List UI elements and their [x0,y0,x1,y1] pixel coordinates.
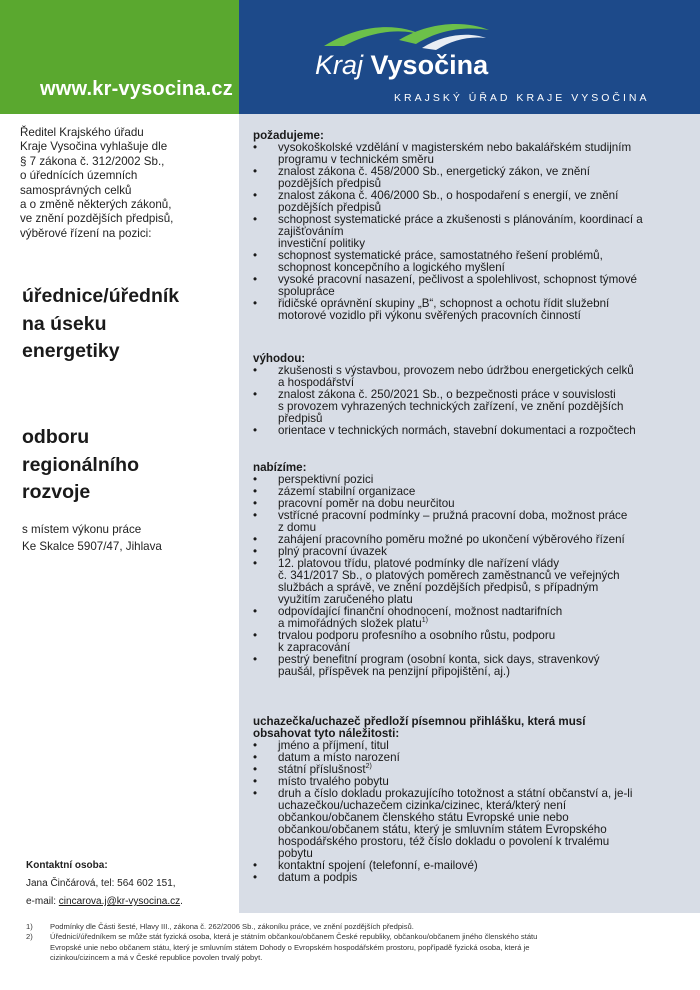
footnote-line: Úřednicí/úředníkem se může stát fyzická osoba, která je státním občankou/občanem České republiky, občankou/občanem jiného členského státu [50,932,538,942]
list-item [253,872,691,884]
intro-line: ve znění pozdějších předpisů, [20,212,174,226]
section-title-line: obsahovat tyto náležitosti: [253,727,400,740]
list-item [253,166,691,190]
list-item [253,274,691,298]
list-item-line: z domu [278,521,317,534]
intro-line: samosprávných celků [20,183,132,197]
list-item-line: občankou/občanem státu, který je smluvním státem Evropského [278,823,607,836]
list-item [253,425,691,437]
list-item-line: občankou/občanem členského státu Evropské unie nebo [278,811,569,824]
list-item-line: a hospodářství [278,376,355,389]
footnote [26,932,686,963]
footnote-number: 2) [26,932,33,942]
list-item [253,250,691,274]
department-title [22,424,237,507]
list-item-line: programu v technickém směru [278,153,434,166]
intro-line: § 7 zákona č. 312/2002 Sb., [20,154,165,168]
position-line: energetiky [22,340,120,362]
list-item-line: pozdějších předpisů [278,201,382,214]
intro-line: o úřednících územních [20,169,138,183]
intro-text [20,126,235,241]
section-application [253,716,691,884]
list-item-line: • státní příslušnost$^{2)}$ [278,763,372,776]
list-item [253,214,691,250]
logo-subtitle: KRAJSKÝ ÚŘAD KRAJE VYSOČINA [394,92,650,104]
list-item [253,298,691,322]
list-item-line: schopnost koncepčního a logického myšlení [278,261,505,274]
list-item-line: předpisů [278,412,323,425]
list-item-line: službách a správě, ve znění pozdějších předpisů, s případným [278,581,599,594]
section-title [253,716,691,740]
list-item [253,606,691,630]
footnote-ref: 2) [365,763,372,771]
list-item-line: uchazečkou/uchazečem cizinka/cizinec, která/který není [278,799,567,812]
list-item-line: • znalost zákona č. 250/2021 Sb., o bezpečnosti práce v souvislosti [278,388,616,401]
list-item-line: • místo trvalého pobytu [278,775,389,788]
logo-kraj: Kraj [315,50,364,80]
list-item-line: • orientace v technických normách, stavební dokumentaci a rozpočtech [278,424,636,437]
offer-list [253,474,691,678]
section-title-line: uchazečka/uchazeč předloží písemnou přihlášku, která musí [253,715,586,728]
list-item-line: • vysokoškolské vzdělání v magisterském nebo bakalářském studijním [278,141,632,154]
list-item-line: • řidičské oprávnění skupiny „B“, schopnost a ochotu řídit služební [278,297,610,310]
list-item-line: č. 341/2017 Sb., o platových poměrech zaměstnanců ve veřejných [278,569,620,582]
advantage-list [253,365,691,437]
section-title: výhodou: [253,352,306,365]
department-line: regionálního [22,453,139,476]
list-item [253,510,691,534]
position-title [22,283,237,366]
footnote-line: Podmínky dle Části šesté, Hlavy III., zákona č. 262/2006 Sb., zákoníku práce, ve znění pozdějších předpisů. [50,922,414,931]
application-list [253,740,691,884]
list-item-line: • datum a podpis [278,871,358,884]
footnote-ref: 1) [421,617,428,625]
contact-name-phone: Jana Činčárová, tel: 564 602 151, [26,878,176,889]
list-item-line: využitím zaručeného platu [278,593,413,606]
list-item-line: a mimořádných složek platu$^{1)}$ [278,617,428,630]
footnote-line: cizinkou/cizincem a má v České republice povolen trvalý pobyt. [50,953,263,963]
list-item [253,389,691,425]
list-item-line: • zahájení pracovního poměru možné po ukončení výběrového řízení [278,533,625,546]
list-item-line: k zapracování [278,641,351,654]
list-item [253,558,691,606]
place-line: Ke Skalce 5907/47, Jihlava [22,540,162,553]
position-line: na úseku [22,312,107,335]
list-item-line: • pracovní poměr na dobu neurčitou [278,497,455,510]
position-line: úřednice/úředník [22,285,180,307]
list-item-line: spolupráce [278,285,335,298]
list-item-line: pozdějších předpisů [278,177,382,190]
list-item-line: • datum a místo narození [278,751,400,764]
list-item-line: hospodářského prostoru, též číslo dokladu o povolení k trvalému [278,835,610,848]
list-item [253,142,691,166]
list-item-line: • jméno a příjmení, titul [278,739,389,752]
list-item-line: • znalost zákona č. 406/2000 Sb., o hospodaření s energií, ve znění [278,189,619,202]
place-line: s místem výkonu práce [22,523,142,536]
list-item-line: • zkušenosti s výstavbou, provozem nebo údržbou energetických celků [278,364,634,377]
intro-line: Kraje Vysočina vyhlašuje dle [20,140,168,154]
footnotes [26,922,686,964]
logo-vysocina: Vysočina [370,50,489,80]
requirements-list [253,142,691,322]
list-item-line: • plný pracovní úvazek [278,545,387,558]
list-item-line: s provozem vyhrazených technických zařízení, ve znění pozdějších [278,400,624,413]
contact-label: Kontaktní osoba: [26,860,108,871]
section-title: požadujeme: [253,129,324,142]
intro-line: Ředitel Krajského úřadu [20,126,144,139]
department-line: rozvoje [22,481,91,503]
department-line: odboru [22,426,90,448]
work-place [22,521,237,555]
list-item-line: • vysoké pracovní nasazení, pečlivost a spolehlivost, schopnost týmové [278,273,637,286]
header-green-band [0,0,239,114]
list-item-line: • trvalou podporu profesního a osobního růstu, podporu [278,629,556,642]
website-url[interactable]: www.kr-vysocina.cz [40,78,233,100]
list-item [253,365,691,389]
footnote-number: 1) [26,922,33,931]
footnote-line: Evropské unie nebo občanem státu, který je smluvním státem Dohody o Evropském hospodářském prostoru, popřípadě fyzická osoba, která je [50,942,530,952]
list-item-line: • schopnost systematické práce a zkušenosti s plánováním, koordinací a zajišťováním [278,213,643,238]
list-item-line: • odpovídající finanční ohodnocení, možnost nadtarifních [278,605,563,618]
list-item-line: • zázemí stabilní organizace [278,485,416,498]
section-requirements [253,130,691,322]
list-item [253,788,691,860]
contact-block [26,857,183,911]
list-item [253,190,691,214]
list-item [253,654,691,678]
list-item-line: pobytu [278,847,313,860]
list-item-line: motorové vozidlo při výkonu svěřených pracovních činností [278,309,581,322]
contact-email-link[interactable]: cincarova.j@kr-vysocina.cz [58,896,181,907]
intro-line: a o změně některých zákonů, [20,198,172,212]
list-item-line: • 12. platovou třídu, platové podmínky dle nařízení vlády [278,557,559,570]
list-item-line: • znalost zákona č. 458/2000 Sb., energetický zákon, ve znění [278,165,590,178]
section-title: nabízíme: [253,461,307,474]
footnote [26,922,686,932]
list-item-line: investiční politiky [278,237,365,250]
section-advantage [253,353,691,437]
section-offer [253,462,691,678]
list-item-line: • schopnost systematické práce, samostatného řešení problémů, [278,249,603,262]
list-item-line: • kontaktní spojení (telefonní, e-mailové) [278,859,478,872]
list-item [253,630,691,654]
list-item-line: • pestrý benefitní program (osobní konta, sick days, stravenkový [278,653,600,666]
header-blue-band [239,0,700,114]
intro-line: výběrové řízení na pozici: [20,226,152,240]
list-item-line: • vstřícné pracovní podmínky – pružná pracovní doba, možnost práce [278,509,628,522]
contact-email-line: e-mail: cincarova.j@kr-vysocina.cz. [26,896,183,907]
logo-wordmark [315,50,488,81]
list-item-line: • druh a číslo dokladu prokazujícího totožnost a státní občanství a, je-li [278,787,633,800]
list-item-line: paušál, příspěvek na penzijní připojištění, aj.) [278,665,511,678]
list-item-line: • perspektivní pozici [278,473,374,486]
